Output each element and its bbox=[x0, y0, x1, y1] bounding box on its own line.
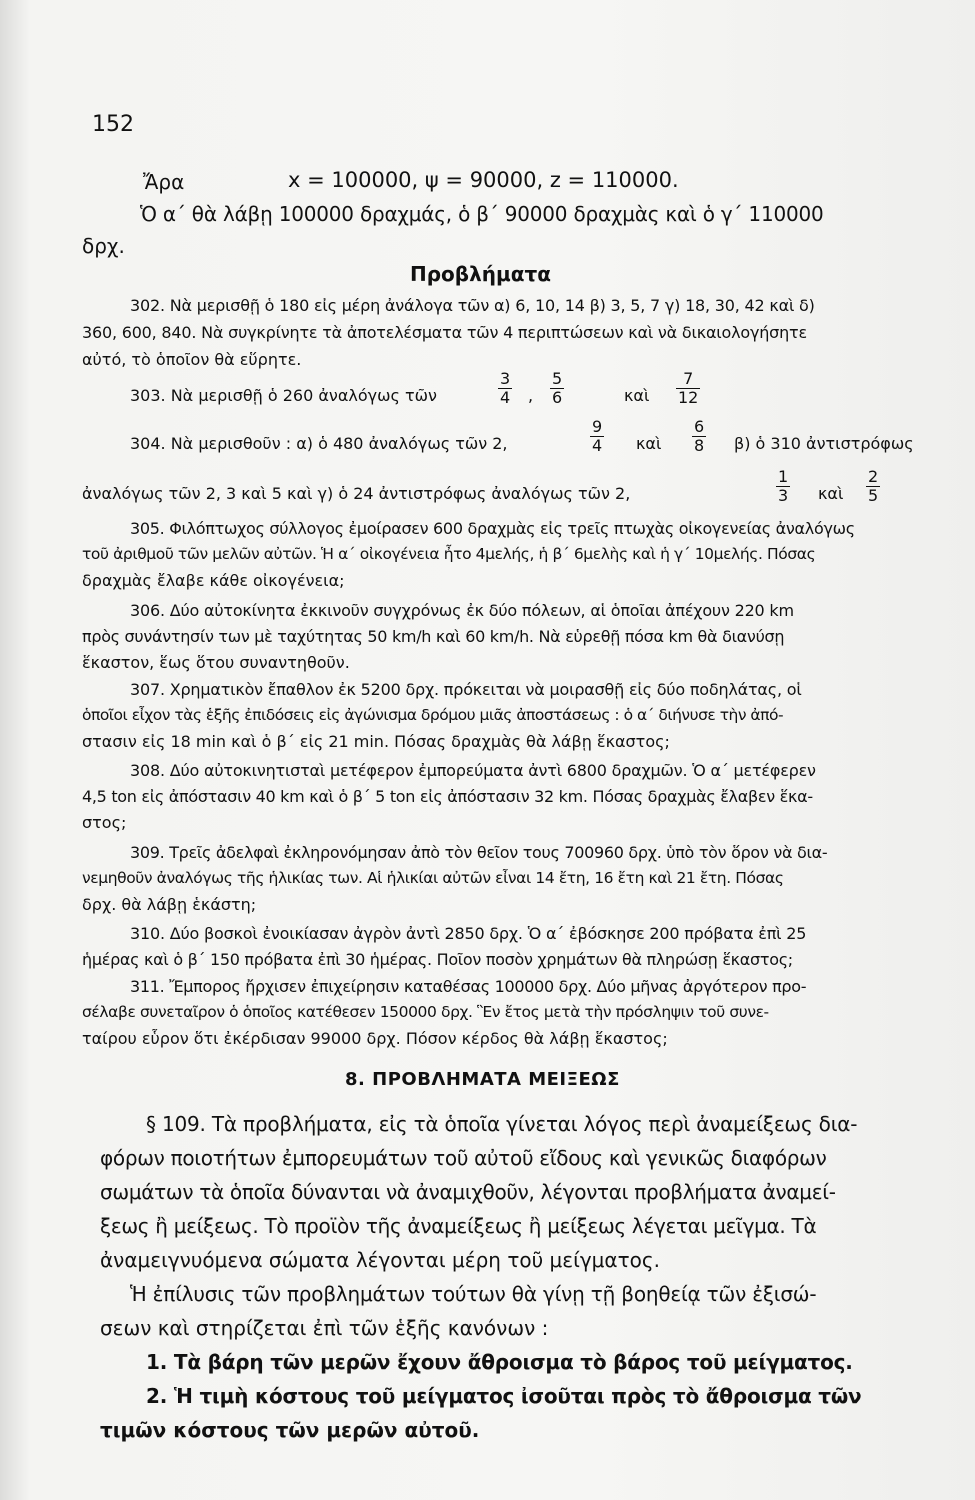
problem-306-line2: πρὸς συνάντησίν των μὲ ταχύτητας 50 km/h καὶ 60 km/h. Νὰ εὑρεθῇ πόσα km θὰ διανύσῃ bbox=[82, 627, 785, 646]
problem-306-line3: ἕκαστον, ἕως ὅτου συναντηθοῦν. bbox=[82, 653, 350, 672]
rule-2-line2: τιμῶν κόστους τῶν μερῶν αὐτοῦ. bbox=[100, 1418, 480, 1442]
fraction-numerator: 2 bbox=[868, 467, 879, 486]
problem-305-line3: δραχμὰς ἔλαβε κάθε οἰκογένεια; bbox=[82, 571, 345, 590]
fraction-denominator: 5 bbox=[868, 486, 879, 505]
fraction-denominator: 4 bbox=[500, 388, 511, 407]
problem-308-line1: 308. Δύο αὐτοκινητισταὶ μετέφερον ἐμπορεύματα ἀντὶ 6800 δραχμῶν. Ὁ α΄ μετέφερεν bbox=[130, 761, 816, 780]
fraction-2-5 bbox=[866, 468, 880, 505]
problem-311-line2: σέλαβε συνεταῖρον ὁ ὁποῖος κατέθεσεν 150000 δρχ. Ἓν ἔτος μετὰ τὴν πρόσληψιν τοῦ συνε- bbox=[82, 1003, 769, 1021]
fraction-denominator: 3 bbox=[778, 486, 789, 505]
fraction-5-6 bbox=[550, 370, 564, 407]
section-heading: 8. ΠΡΟΒΛΗΜΑΤΑ ΜΕΙΞΕΩΣ bbox=[345, 1069, 620, 1090]
problem-311-line1: 311. Ἔμπορος ἤρχισεν ἐπιχείρησιν καταθέσας 100000 δρχ. Δύο μῆνας ἀργότερον προ- bbox=[130, 977, 807, 996]
section-109-line4: ξεως ἢ μείξεως. Τὸ προϊὸν τῆς ἀναμείξεως ἢ μείξεως λέγεται μεῖγμα. Τὰ bbox=[100, 1214, 817, 1238]
problem-303-comma: , bbox=[528, 386, 534, 405]
page-number: 152 bbox=[92, 112, 134, 137]
problem-307-line3: στασιν εἰς 18 min καὶ ὁ β΄ εἰς 21 min. Πόσας δραχμὰς θὰ λάβῃ ἕκαστος; bbox=[82, 732, 670, 751]
section-109-line5: ἀναμειγνυόμενα σώματα λέγονται μέρη τοῦ μείγματος. bbox=[100, 1248, 660, 1272]
section-109-line2: φόρων ποιοτήτων ἐμπορευμάτων τοῦ αὐτοῦ εἴδους καὶ γενικῶς διαφόρων bbox=[100, 1146, 827, 1170]
problem-305-line2: τοῦ ἀριθμοῦ τῶν μελῶν αὐτῶν. Ἡ α΄ οἰκογένεια ἦτο 4μελής, ἡ β΄ 6μελὴς καὶ ἡ γ΄ 10μελής. Πόσας bbox=[82, 545, 816, 563]
fraction-6-8 bbox=[692, 418, 706, 455]
problem-309-line2: νεμηθοῦν ἀναλόγως τῆς ἡλικίας των. Αἱ ἡλικίαι αὐτῶν εἶναι 14 ἔτη, 16 ἔτη καὶ 21 ἔτη. Πόσας bbox=[82, 869, 784, 887]
problems-heading: Προβλήματα bbox=[410, 262, 551, 286]
problem-308-line2: 4,5 ton εἰς ἀπόστασιν 40 km καὶ ὁ β΄ 5 ton εἰς ἀπόστασιν 32 km. Πόσας δραχμὰς ἔλαβεν ἕκα- bbox=[82, 787, 813, 806]
section-109-line3: σωμάτων τὰ ὁποῖα δύνανται νὰ ἀναμιχθοῦν, λέγονται προβλήματα ἀναμεί- bbox=[100, 1180, 836, 1204]
fraction-numerator: 7 bbox=[676, 370, 700, 389]
section-109-line7: σεων καὶ στηρίζεται ἐπὶ τῶν ἑξῆς κανόνων : bbox=[100, 1316, 549, 1340]
fraction-3-4 bbox=[498, 370, 512, 407]
problem-304-line2: ἀναλόγως τῶν 2, 3 καὶ 5 καὶ γ) ὁ 24 ἀντιστρόφως ἀναλόγως τῶν 2, bbox=[82, 484, 631, 503]
rule-2-line1: 2. Ἡ τιμὴ κόστους τοῦ μείγματος ἰσοῦται πρὸς τὸ ἄθροισμα τῶν bbox=[146, 1384, 862, 1408]
problem-307-line1: 307. Χρηματικὸν ἔπαθλον ἐκ 5200 δρχ. πρόκειται νὰ μοιρασθῇ εἰς δύο ποδηλάτας, οἱ bbox=[130, 680, 802, 699]
problem-308-line3: στος; bbox=[82, 813, 127, 832]
fraction-numerator: 3 bbox=[500, 369, 511, 388]
problem-309-line1: 309. Τρεῖς ἀδελφαὶ ἐκληρονόμησαν ἀπὸ τὸν θεῖον τους 700960 δρχ. ὑπὸ τὸν ὅρον νὰ δια- bbox=[130, 843, 828, 862]
fraction-numerator: 6 bbox=[694, 417, 705, 436]
intro-equation: x = 100000, ψ = 90000, z = 110000. bbox=[288, 168, 679, 192]
problem-311-line3: ταίρου εὗρον ὅτι ἐκέρδισαν 99000 δρχ. Πόσον κέρδος θὰ λάβῃ ἕκαστος; bbox=[82, 1029, 668, 1048]
problem-306-line1: 306. Δύο αὐτοκίνητα ἐκκινοῦν συγχρόνως ἐκ δύο πόλεων, αἱ ὁποῖαι ἀπέχουν 220 km bbox=[130, 601, 794, 620]
fraction-numerator: 9 bbox=[592, 417, 603, 436]
problem-302-line3: αὐτό, τὸ ὁποῖον θὰ εὕρητε. bbox=[82, 350, 302, 369]
fraction-denominator: 8 bbox=[694, 436, 705, 455]
problem-302-line1: 302. Νὰ μερισθῇ ὁ 180 εἰς μέρη ἀνάλογα τῶν α) 6, 10, 14 β) 3, 5, 7 γ) 18, 30, 42 καὶ δ) bbox=[130, 296, 815, 315]
problem-307-line2: ὁποῖοι εἶχον τὰς ἑξῆς ἐπιδόσεις εἰς ἀγώνισμα δρόμου μιᾶς ἀποστάσεως : ὁ α΄ διήνυσε τὴν ἀπό- bbox=[82, 706, 784, 724]
problem-305-line1: 305. Φιλόπτωχος σύλλογος ἐμοίρασεν 600 δραχμὰς εἰς τρεῖς πτωχὰς οἰκογενείας ἀναλόγως bbox=[130, 519, 855, 538]
fraction-numerator: 5 bbox=[552, 369, 563, 388]
fraction-denominator: 6 bbox=[552, 388, 563, 407]
problem-310-line1: 310. Δύο βοσκοὶ ἐνοικίασαν ἀγρὸν ἀντὶ 2850 δρχ. Ὁ α΄ ἐβόσκησε 200 πρόβατα ἐπὶ 25 bbox=[130, 924, 807, 943]
intro-line2: Ὁ α΄ θὰ λάβῃ 100000 δραχμάς, ὁ β΄ 90000 δραχμὰς καὶ ὁ γ΄ 110000 bbox=[140, 202, 824, 226]
problem-303-and: καὶ bbox=[624, 386, 650, 405]
problem-302-line2: 360, 600, 840. Νὰ συγκρίνητε τὰ ἀποτελέσματα τῶν 4 περιπτώσεων καὶ νὰ δικαιολογήσητε bbox=[82, 323, 807, 342]
section-109-line6: Ἡ ἐπίλυσις τῶν προβλημάτων τούτων θὰ γίνῃ τῇ βοηθείᾳ τῶν ἐξισώ- bbox=[130, 1282, 817, 1306]
problem-304-text: 304. Νὰ μερισθοῦν : α) ὁ 480 ἀναλόγως τῶν 2, bbox=[130, 434, 508, 453]
fraction-7-12 bbox=[676, 370, 700, 407]
intro-ara: Ἄρα bbox=[143, 170, 185, 194]
fraction-denominator: 12 bbox=[678, 388, 699, 407]
problem-310-line2: ἡμέρας καὶ ὁ β΄ 150 πρόβατα ἐπὶ 30 ἡμέρας. Ποῖον ποσὸν χρημάτων θὰ πληρώσῃ ἕκαστος; bbox=[82, 950, 793, 969]
fraction-1-3 bbox=[776, 468, 790, 505]
problem-303-text: 303. Νὰ μερισθῇ ὁ 260 ἀναλόγως τῶν bbox=[130, 386, 437, 405]
intro-line3: δρχ. bbox=[82, 234, 125, 258]
fraction-denominator: 4 bbox=[592, 436, 603, 455]
fraction-numerator: 1 bbox=[778, 467, 789, 486]
fraction-9-4 bbox=[590, 418, 604, 455]
problem-304-and1: καὶ bbox=[636, 434, 662, 453]
problem-304-mid: β) ὁ 310 ἀντιστρόφως bbox=[734, 434, 914, 453]
problem-304-and2: καὶ bbox=[818, 484, 844, 503]
section-109-line1: § 109. Τὰ προβλήματα, εἰς τὰ ὁποῖα γίνεται λόγος περὶ ἀναμείξεως δια- bbox=[146, 1112, 858, 1136]
rule-1: 1. Τὰ βάρη τῶν μερῶν ἔχουν ἄθροισμα τὸ βάρος τοῦ μείγματος. bbox=[146, 1350, 853, 1374]
problem-309-line3: δρχ. θὰ λάβῃ ἑκάστη; bbox=[82, 895, 257, 914]
